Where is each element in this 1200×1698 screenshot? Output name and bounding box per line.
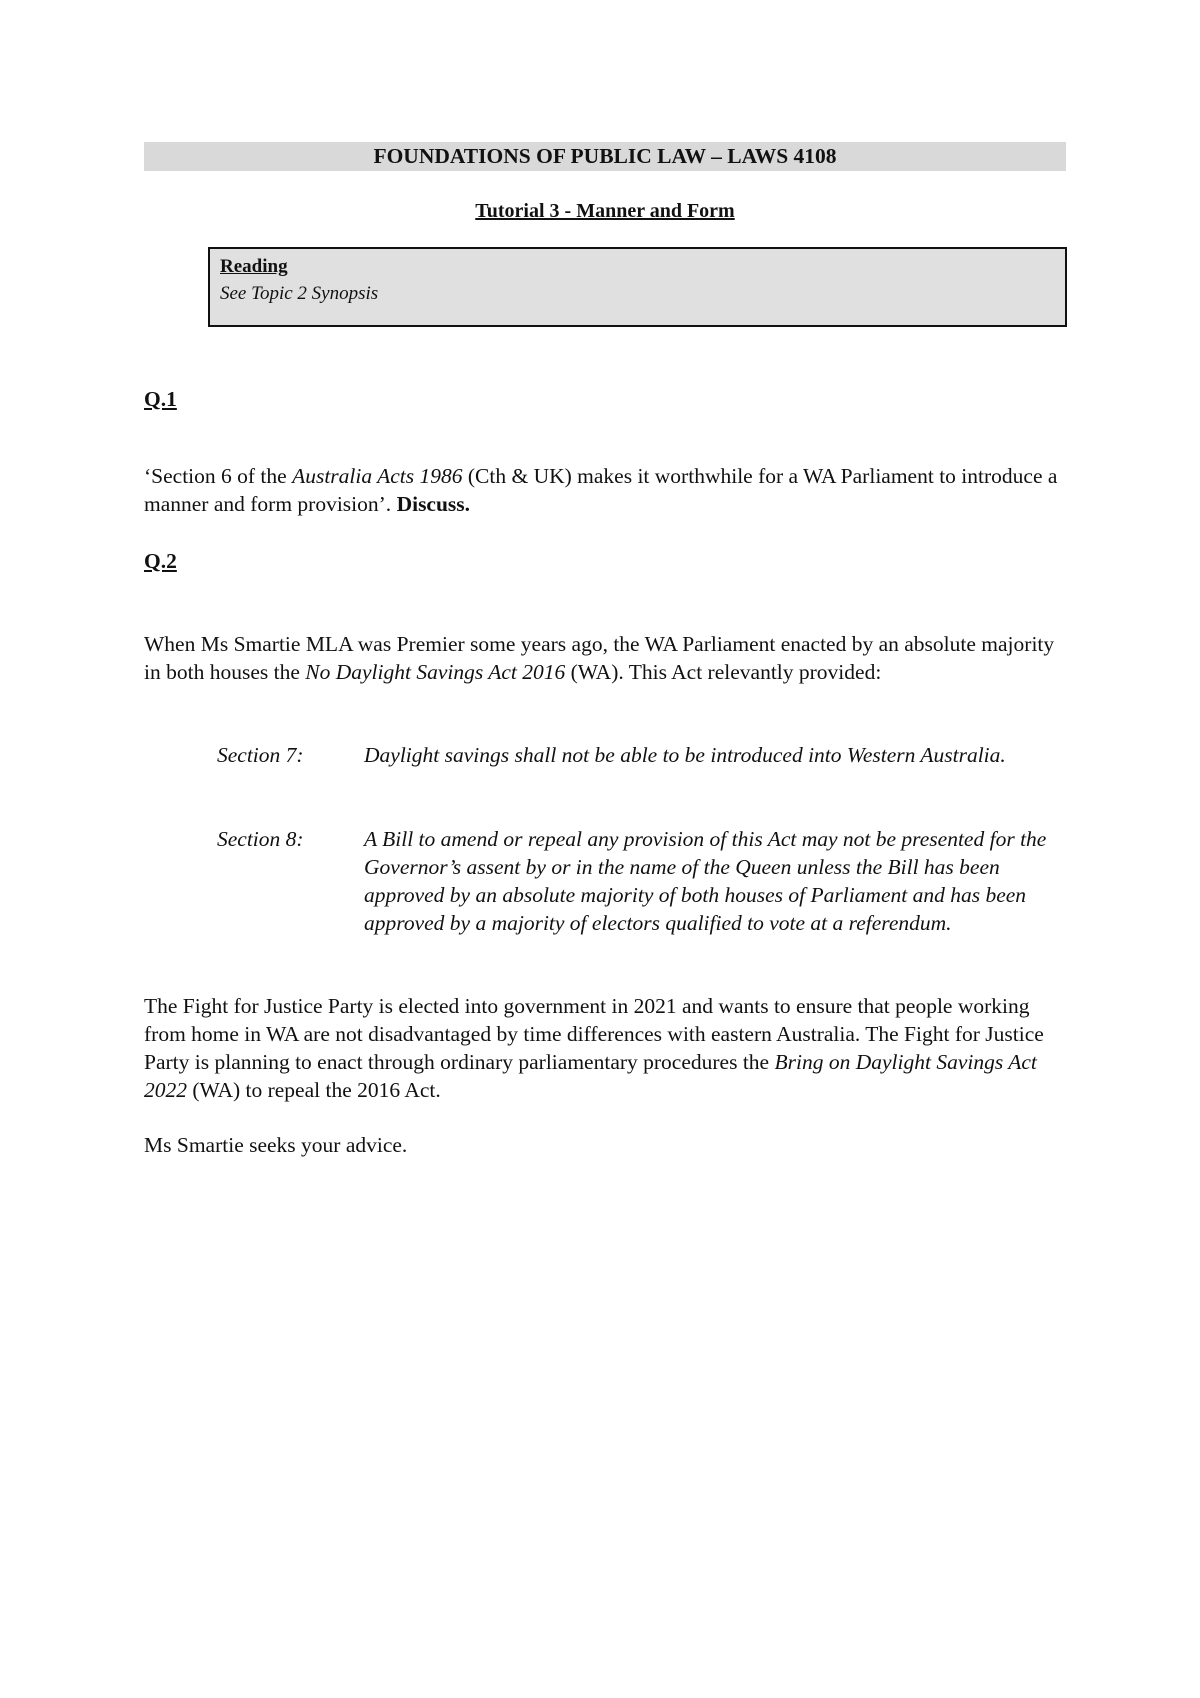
question-2-party-paragraph: [144, 992, 1074, 1104]
q1-act-title: Australia Acts 1986: [292, 464, 463, 488]
q2-new-act-title: Bring on Daylight Savings Act 2022: [144, 1050, 1037, 1102]
tutorial-subtitle: Tutorial 3 - Manner and Form: [475, 200, 735, 222]
section-label: Section 8:: [217, 827, 304, 851]
reading-box: [208, 247, 1067, 327]
reading-text: See Topic 2 Synopsis: [220, 283, 379, 304]
document-title: FOUNDATIONS OF PUBLIC LAW – LAWS 4108: [144, 142, 1066, 171]
section-text: A Bill to amend or repeal any provision of this Act may not be presented for the Governor’s assent by or in the name of the Queen unless the Bill has been approved by an absolute majority of both houses of Parliament and has been approved by a majority of electors qualified to vote at a referendum.: [364, 827, 1047, 935]
section-text: Daylight savings shall not be able to be introduced into Western Australia.: [364, 743, 1006, 767]
q2-party-part: (WA) to repeal the 2016 Act.: [187, 1078, 441, 1102]
q1-instruction: Discuss.: [396, 492, 471, 516]
q2-intro-part: (WA). This Act relevantly provided:: [565, 660, 882, 684]
question-2-closing: Ms Smartie seeks your advice.: [144, 1133, 408, 1157]
question-1-text: [144, 462, 1074, 518]
section-7-row: [217, 741, 1067, 797]
section-8-row: [217, 825, 1067, 965]
q2-party-part: The Fight for Justice Party is elected into government in 2021 and wants to ensure that people working from home in WA are not disadvantaged by time differences with eastern Australia. The Fight for Justice Party is planning to enact through ordinary parliamentary procedures the: [144, 994, 1044, 1074]
q2-intro-part: When Ms Smartie MLA was Premier some years ago, the WA Parliament enacted by an absolute majority in both houses the: [144, 632, 1055, 684]
question-2-intro: [144, 630, 1074, 686]
question-1-heading: Q.1: [144, 387, 177, 411]
section-label: Section 7:: [217, 743, 304, 767]
q1-text-part: ‘Section 6 of the: [144, 464, 293, 488]
question-2-heading: Q.2: [144, 549, 177, 573]
reading-heading: Reading: [220, 256, 288, 277]
q1-text-part: (Cth & UK) makes it worthwhile for a WA Parliament to introduce a manner and form provision’.: [144, 464, 1058, 516]
q2-act-title: No Daylight Savings Act 2016: [305, 660, 566, 684]
